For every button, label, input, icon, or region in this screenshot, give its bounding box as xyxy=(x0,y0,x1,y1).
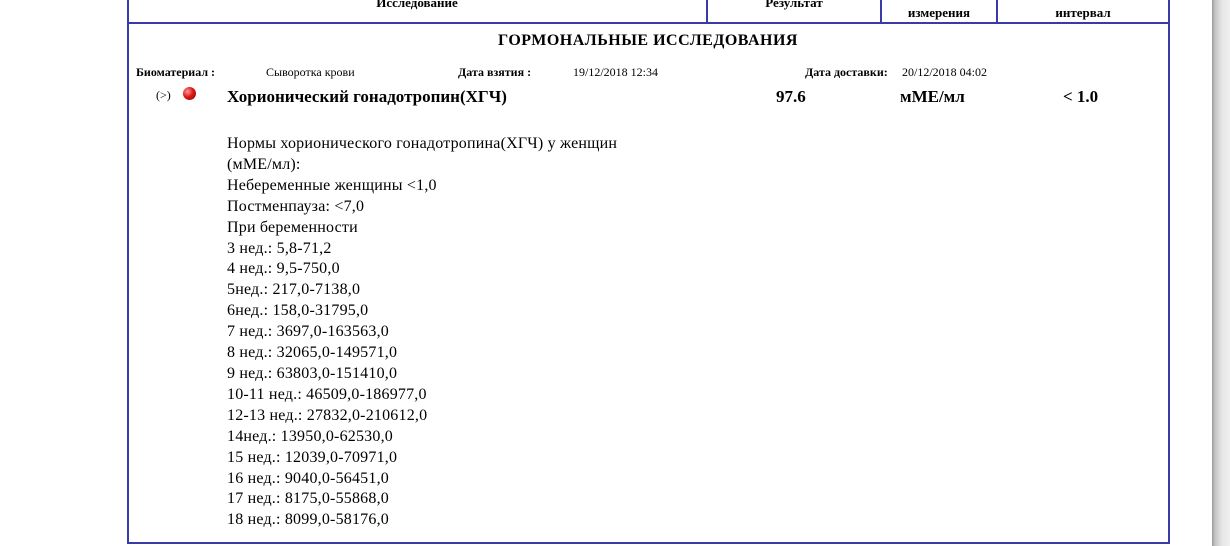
collection-date-value: 19/12/2018 12:34 xyxy=(573,65,659,79)
header-units-line2: измерения xyxy=(907,5,971,20)
header-study: Исследование xyxy=(376,0,458,10)
note-line: Нормы хорионического гонадотропина(ХГЧ) у женщин xyxy=(227,135,618,152)
header-bottom-border xyxy=(127,22,1170,24)
test-reference: < 1.0 xyxy=(1063,87,1099,106)
section-title: ГОРМОНАЛЬНЫЕ ИССЛЕДОВАНИЯ xyxy=(498,32,798,49)
note-line: 17 нед.: 8175,0-55868,0 xyxy=(227,490,389,508)
header-result: Результат xyxy=(765,0,823,10)
note-line: 15 нед.: 12039,0-70971,0 xyxy=(227,448,398,466)
note-line: 14нед.: 13950,0-62530,0 xyxy=(227,427,393,445)
reference-notes xyxy=(227,134,617,531)
delivery-date-value: 20/12/2018 04:02 xyxy=(902,65,988,79)
note-line: (мМЕ/мл): xyxy=(227,155,301,173)
delivery-date-label: Дата доставки: xyxy=(805,65,888,79)
note-line: 6нед.: 158,0-31795,0 xyxy=(227,302,369,320)
biomaterial-label: Биоматериал : xyxy=(136,65,216,79)
note-line: 10-11 нед.: 46509,0-186977,0 xyxy=(227,385,427,403)
collection-date-label: Дата взятия : xyxy=(458,65,532,79)
red-status-dot-icon xyxy=(183,87,196,100)
test-result: 97.6 xyxy=(776,87,806,106)
note-line: 5нед.: 217,0-7138,0 xyxy=(227,281,361,299)
biomaterial-value: Сыворотка крови xyxy=(266,65,355,79)
header-reference-line2: интервал xyxy=(1055,5,1111,20)
body-bottom-border xyxy=(127,542,1170,544)
note-line: Постменпауза: <7,0 xyxy=(227,197,365,215)
header-right-border xyxy=(1168,0,1170,24)
body-left-border xyxy=(127,24,129,544)
test-units: мМЕ/мл xyxy=(900,87,965,106)
note-line: 16 нед.: 9040,0-56451,0 xyxy=(227,469,389,487)
note-line: При беременности xyxy=(227,218,358,236)
note-line: 9 нед.: 63803,0-151410,0 xyxy=(227,364,398,382)
note-line: 12-13 нед.: 27832,0-210612,0 xyxy=(227,406,428,424)
note-line: 7 нед.: 3697,0-163563,0 xyxy=(227,323,389,341)
note-line: Небеременные женщины <1,0 xyxy=(227,176,437,194)
note-line: 3 нед.: 5,8-71,2 xyxy=(227,239,332,257)
note-line: 4 нед.: 9,5-750,0 xyxy=(227,260,340,278)
note-line: 18 нед.: 8099,0-58176,0 xyxy=(227,511,389,529)
note-line: 8 нед.: 32065,0-149571,0 xyxy=(227,344,398,362)
body-right-border xyxy=(1168,24,1170,544)
out-of-range-flag: (>) xyxy=(156,88,171,102)
viewer-page-shadow xyxy=(1212,0,1230,546)
test-name: Хорионический гонадотропин(ХГЧ) xyxy=(227,87,507,106)
